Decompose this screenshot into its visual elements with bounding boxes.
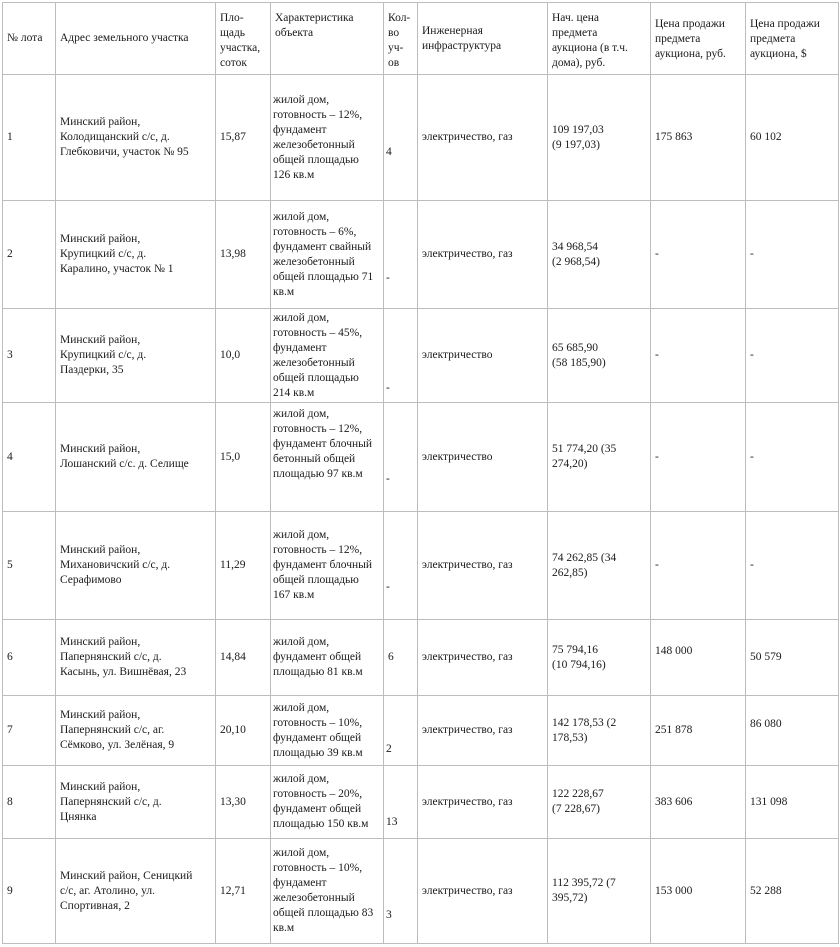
table-row — [3, 201, 839, 309]
lot-sale-price-usd: - — [746, 201, 839, 309]
auction-lots-table — [2, 2, 839, 944]
lot-sale-price-rub: 148 000 — [651, 620, 746, 696]
lot-area: 13,98 — [216, 201, 271, 309]
lot-number: 2 — [3, 201, 56, 309]
lot-description: жилой дом, готовность – 12%, фундамент железобетонный общей площадью 126 кв.м — [271, 75, 384, 201]
table-row — [3, 766, 839, 839]
lot-area: 15,0 — [216, 403, 271, 512]
lot-sale-price-usd: - — [746, 309, 839, 403]
header-sale-price-usd: Цена продажи предмета аукциона, $ — [746, 3, 839, 75]
table-row — [3, 696, 839, 766]
lot-start-price: 65 685,90 (58 185,90) — [548, 309, 651, 403]
lot-number: 8 — [3, 766, 56, 839]
lot-number: 7 — [3, 696, 56, 766]
table-row — [3, 512, 839, 620]
lot-area: 14,84 — [216, 620, 271, 696]
lot-sale-price-usd: 50 579 — [746, 620, 839, 696]
lot-count: 3 — [384, 839, 418, 944]
lot-address: Минский район, Михановичский с/с, д. Серафимово — [56, 512, 216, 620]
lot-infrastructure: электричество — [418, 309, 548, 403]
lot-area: 12,71 — [216, 839, 271, 944]
lot-sale-price-rub: 383 606 — [651, 766, 746, 839]
lot-number: 9 — [3, 839, 56, 944]
lot-area: 11,29 — [216, 512, 271, 620]
lot-address: Минский район, Колодищанский с/с, д. Глебковичи, участок № 95 — [56, 75, 216, 201]
lot-sale-price-usd: - — [746, 403, 839, 512]
lot-count: 6 — [384, 620, 418, 696]
header-address: Адрес земельного участка — [56, 3, 216, 75]
lot-start-price: 122 228,67 (7 228,67) — [548, 766, 651, 839]
lot-start-price: 112 395,72 (7 395,72) — [548, 839, 651, 944]
lot-sale-price-usd: 60 102 — [746, 75, 839, 201]
lot-area: 20,10 — [216, 696, 271, 766]
header-area: Пло- щадь участка, соток — [216, 3, 271, 75]
lot-start-price: 51 774,20 (35 274,20) — [548, 403, 651, 512]
lot-sale-price-rub: - — [651, 512, 746, 620]
lot-sale-price-rub: 251 878 — [651, 696, 746, 766]
lot-address: Минский район, Папернянский с/с, д. Касынь, ул. Вишнёвая, 23 — [56, 620, 216, 696]
lot-area: 13,30 — [216, 766, 271, 839]
lot-sale-price-usd: 131 098 — [746, 766, 839, 839]
table-row — [3, 309, 839, 403]
header-sale-price-rub: Цена продажи предмета аукциона, руб. — [651, 3, 746, 75]
lot-number: 3 — [3, 309, 56, 403]
lot-address: Минский район, Сеницкий с/с, аг. Атолино, ул. Спортивная, 2 — [56, 839, 216, 944]
lot-infrastructure: электричество, газ — [418, 512, 548, 620]
lot-address: Минский район, Лошанский с/с. д. Селище — [56, 403, 216, 512]
lot-description: жилой дом, готовность – 20%, фундамент общей площадью 150 кв.м — [271, 766, 384, 839]
lot-number: 6 — [3, 620, 56, 696]
lot-sale-price-usd: 52 288 — [746, 839, 839, 944]
lot-description: жилой дом, готовность – 10%, фундамент общей площадью 39 кв.м — [271, 696, 384, 766]
lot-start-price: 34 968,54 (2 968,54) — [548, 201, 651, 309]
lot-count: 13 — [384, 766, 418, 839]
lot-start-price: 74 262,85 (34 262,85) — [548, 512, 651, 620]
lot-description: жилой дом, фундамент общей площадью 81 кв.м — [271, 620, 384, 696]
lot-address: Минский район, Крупицкий с/с, д. Паздерки, 35 — [56, 309, 216, 403]
header-description: Характеристика объекта — [271, 3, 384, 75]
lot-infrastructure: электричество, газ — [418, 839, 548, 944]
lot-infrastructure: электричество, газ — [418, 696, 548, 766]
lot-count: 4 — [384, 75, 418, 201]
lot-address: Минский район, Крупицкий с/с, д. Каралино, участок № 1 — [56, 201, 216, 309]
table-row — [3, 75, 839, 201]
lot-description: жилой дом, готовность – 12%, фундамент блочный общей площадью 167 кв.м — [271, 512, 384, 620]
lot-infrastructure: электричество, газ — [418, 620, 548, 696]
table-row — [3, 620, 839, 696]
lot-count: - — [384, 512, 418, 620]
lot-count: - — [384, 403, 418, 512]
lot-count: 2 — [384, 696, 418, 766]
lot-count: - — [384, 309, 418, 403]
lot-address: Минский район, Папернянский с/с, аг. Сёмково, ул. Зелёная, 9 — [56, 696, 216, 766]
lot-sale-price-rub: 175 863 — [651, 75, 746, 201]
lot-description: жилой дом, готовность – 45%, фундамент железобетонный общей площадью 214 кв.м — [271, 309, 384, 403]
lot-number: 5 — [3, 512, 56, 620]
header-infrastructure: Инженерная инфраструктура — [418, 3, 548, 75]
lot-start-price: 142 178,53 (2 178,53) — [548, 696, 651, 766]
lot-infrastructure: электричество, газ — [418, 766, 548, 839]
header-start-price: Нач. цена предмета аукциона (в т.ч. дома), руб. — [548, 3, 651, 75]
lot-description: жилой дом, готовность – 6%, фундамент свайный железобетонный общей площадью 71 кв.м — [271, 201, 384, 309]
header-lot: № лота — [3, 3, 56, 75]
lot-description: жилой дом, готовность – 10%, фундамент железобетонный общей площадью 83 кв.м — [271, 839, 384, 944]
lot-address: Минский район, Папернянский с/с, д. Цнянка — [56, 766, 216, 839]
lot-infrastructure: электричество, газ — [418, 201, 548, 309]
lot-number: 1 — [3, 75, 56, 201]
lot-sale-price-rub: - — [651, 403, 746, 512]
lot-start-price: 109 197,03 (9 197,03) — [548, 75, 651, 201]
lot-sale-price-rub: - — [651, 309, 746, 403]
lot-sale-price-usd: - — [746, 512, 839, 620]
lot-infrastructure: электричество — [418, 403, 548, 512]
table-row — [3, 403, 839, 512]
lot-infrastructure: электричество, газ — [418, 75, 548, 201]
lot-sale-price-rub: - — [651, 201, 746, 309]
header-count: Кол- во уч- ов — [384, 3, 418, 75]
lot-area: 10,0 — [216, 309, 271, 403]
lot-count: - — [384, 201, 418, 309]
lot-sale-price-usd: 86 080 — [746, 696, 839, 766]
table-row — [3, 839, 839, 944]
header-row — [3, 3, 839, 75]
lot-description: жилой дом, готовность – 12%, фундамент блочный бетонный общей площадью 97 кв.м — [271, 403, 384, 512]
lot-number: 4 — [3, 403, 56, 512]
lot-start-price: 75 794,16 (10 794,16) — [548, 620, 651, 696]
lot-sale-price-rub: 153 000 — [651, 839, 746, 944]
lot-area: 15,87 — [216, 75, 271, 201]
